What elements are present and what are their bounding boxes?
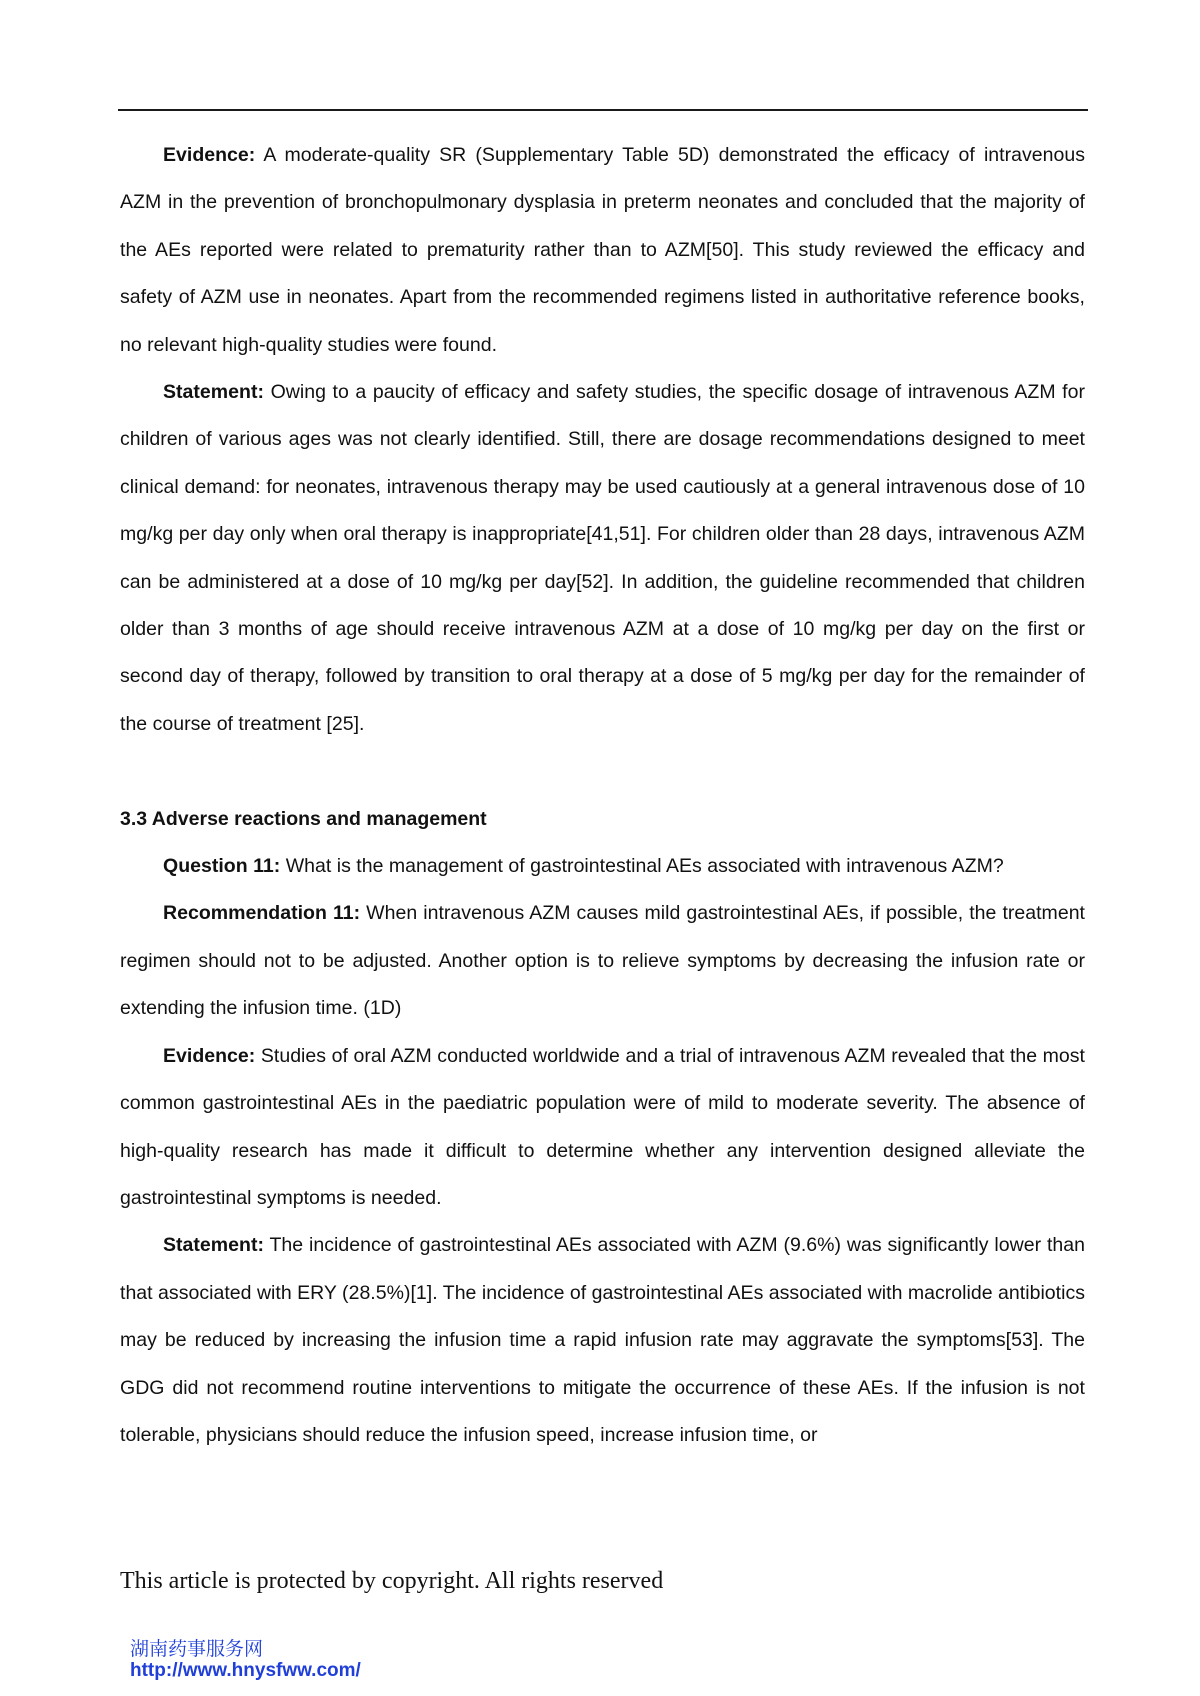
statement-paragraph bbox=[120, 369, 1085, 748]
paragraph-label: Evidence: bbox=[163, 144, 256, 166]
paragraph-label: Statement: bbox=[163, 381, 264, 404]
question-paragraph bbox=[120, 843, 1085, 890]
paragraph-text: When intravenous AZM causes mild gastrointestinal AEs, if possible, the treatment regimen should not to be adjusted. Another option is to relieve symptoms by decreasing the infusion rate or extending the infusion time. (1D) bbox=[120, 902, 1085, 1020]
paragraph-label: Statement: bbox=[163, 1234, 264, 1257]
statement-paragraph bbox=[120, 1222, 1085, 1459]
paragraph-label: Evidence: bbox=[163, 1044, 256, 1067]
section-heading: 3.3 Adverse reactions and management bbox=[120, 807, 487, 830]
header-rule bbox=[118, 109, 1088, 111]
recommendation-paragraph bbox=[120, 890, 1085, 1032]
paragraph-text: Owing to a paucity of efficacy and safety studies, the specific dosage of intravenous AZM for children of various ages was not clearly identified. Still, there are dosage recommendations designed to meet clinical demand: for neonates, intravenous therapy may be used cautiously at a general intravenous dose of 10 mg/kg per day only when oral therapy is inappropriate[41,51]. For children older than 28 days, intravenous AZM can be administered at a dose of 10 mg/kg per day[52]. In addition, the guideline recommended that children older than 3 months of age should receive intravenous AZM at a dose of 10 mg/kg per day on the first or second day of therapy, followed by transition to oral therapy at a dose of 5 mg/kg per day for the remainder of the course of treatment [25]. bbox=[120, 381, 1085, 735]
paragraph-label: Recommendation 11: bbox=[163, 902, 361, 925]
evidence-paragraph bbox=[120, 1033, 1085, 1223]
watermark-site-name: 湖南药事服务网 bbox=[130, 1638, 264, 1660]
paragraph-text: Studies of oral AZM conducted worldwide and a trial of intravenous AZM revealed that the most common gastrointestinal AEs in the paediatric population were of mild to moderate severity. The absence of high-quality research has made it difficult to determine whether any intervention designed alleviate the gastrointestinal symptoms is needed. bbox=[120, 1044, 1085, 1209]
paragraph-text: A moderate-quality SR (Supplementary Table 5D) demonstrated the efficacy of intravenous AZM in the prevention of bronchopulmonary dysplasia in preterm neonates and concluded that the majority of the AEs reported were related to prematurity rather than to AZM[50]. This study reviewed the efficacy and safety of AZM use in neonates. Apart from the recommended regimens listed in authoritative reference books, no relevant high-quality studies were found. bbox=[120, 144, 1085, 356]
paragraph-text: What is the management of gastrointestinal AEs associated with intravenous AZM? bbox=[280, 855, 1004, 878]
watermark-link[interactable]: http://www.hnysfww.com/ bbox=[130, 1660, 361, 1681]
article-body bbox=[120, 132, 1085, 1459]
paragraph-label: Question 11: bbox=[163, 855, 281, 878]
section-gap bbox=[120, 748, 1085, 795]
paragraph-text: The incidence of gastrointestinal AEs associated with AZM (9.6%) was significantly lower than that associated with ERY (28.5%)[1]. The incidence of gastrointestinal AEs associated with macrolide antibiotics may be reduced by increasing the infusion time a rapid infusion rate may aggravate the symptoms[53]. The GDG did not recommend routine interventions to mitigate the occurrence of these AEs. If the infusion is not tolerable, physicians should reduce the infusion speed, increase infusion time, or bbox=[120, 1234, 1085, 1446]
evidence-paragraph bbox=[120, 132, 1085, 369]
watermark bbox=[130, 1638, 361, 1682]
copyright-notice: This article is protected by copyright. All rights reserved bbox=[120, 1568, 664, 1594]
